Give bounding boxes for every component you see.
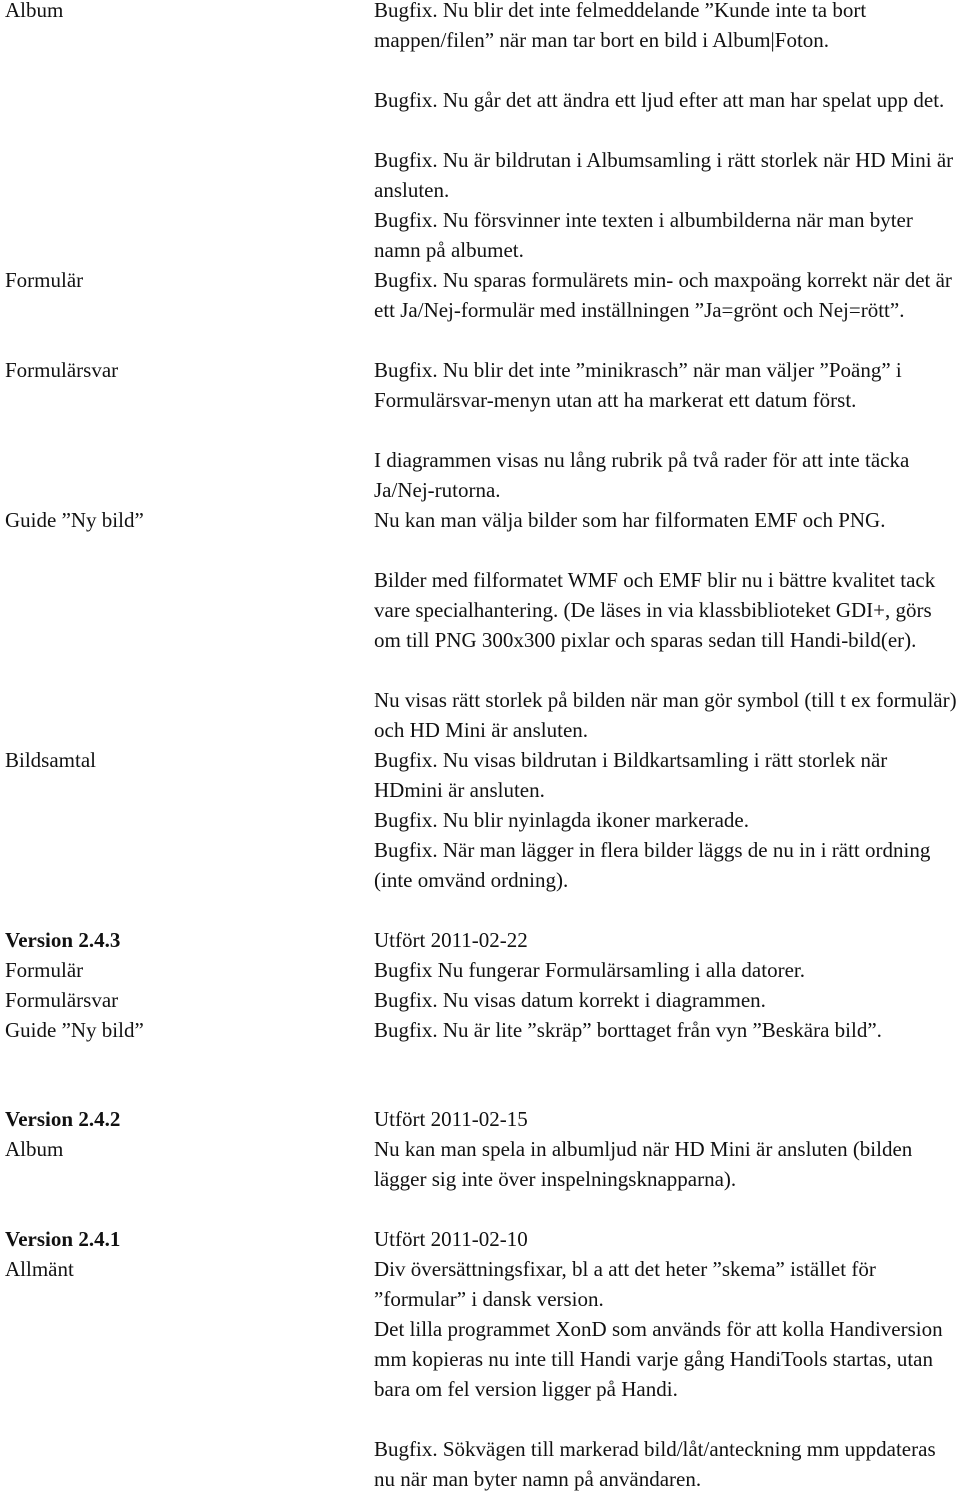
version-number: Version 2.4.2 xyxy=(5,1107,121,1131)
row-label: Album xyxy=(5,1137,64,1161)
row-text: Bugfix. Nu sparas formulärets min- och maxpoäng korrekt när det är ett Ja/Nej-formulär med inställningen ”Ja=grönt och Nej=rött”. xyxy=(374,268,952,322)
row-label: Formulärsvar xyxy=(5,358,119,382)
version-number: Version 2.4.3 xyxy=(5,928,121,952)
row-text: Bugfix. Nu blir nyinlagda ikoner markerade. xyxy=(374,808,749,832)
row-label: Bildsamtal xyxy=(5,748,96,772)
row-text: Nu kan man välja bilder som har filformaten EMF och PNG. xyxy=(374,508,886,532)
row-text: Nu kan man spela in albumljud när HD Mini är ansluten (bilden lägger sig inte över inspelningsknapparna). xyxy=(374,1137,913,1191)
row-label: Formulärsvar xyxy=(5,988,119,1012)
row-text: Bugfix. Nu är lite ”skräp” borttaget från vyn ”Beskära bild”. xyxy=(374,1018,882,1042)
version-number: Version 2.4.1 xyxy=(5,1227,121,1251)
row-label: Album xyxy=(5,0,64,22)
row-text: I diagrammen visas nu lång rubrik på två rader för att inte täcka Ja/Nej-rutorna. xyxy=(374,448,910,502)
row-label: Formulär xyxy=(5,268,84,292)
row-text: Bugfix. När man lägger in flera bilder läggs de nu in i rätt ordning (inte omvänd ordning). xyxy=(374,838,931,892)
row-text: Bugfix Nu fungerar Formulärsamling i alla datorer. xyxy=(374,958,805,982)
row-text: Bugfix. Nu visas bildrutan i Bildkartsamling i rätt storlek när HDmini är ansluten. xyxy=(374,748,888,802)
row-label: Guide ”Ny bild” xyxy=(5,508,144,532)
row-text: Div översättningsfixar, bl a att det heter ”skema” istället för ”formular” i dansk version. xyxy=(374,1257,876,1311)
row-text: Bilder med filformatet WMF och EMF blir nu i bättre kvalitet tack vare specialhantering. (De läses in via klassbiblioteket GDI+, görs om till PNG 300x300 pixlar och sparas sedan till Handi-bild(er). xyxy=(374,568,936,652)
row-text: Bugfix. Nu är bildrutan i Albumsamling i rätt storlek när HD Mini är ansluten. xyxy=(374,148,954,202)
row-label: Allmänt xyxy=(5,1257,74,1281)
row-text: Bugfix. Nu blir det inte felmeddelande ”Kunde inte ta bort mappen/filen” när man tar bort en bild i Album|Foton. xyxy=(374,0,867,52)
version-date: Utfört 2011-02-22 xyxy=(374,928,528,952)
row-text: Bugfix. Nu går det att ändra ett ljud efter att man har spelat upp det. xyxy=(374,88,945,112)
row-text: Bugfix. Nu försvinner inte texten i albumbilderna när man byter namn på albumet. xyxy=(374,208,913,262)
version-date: Utfört 2011-02-15 xyxy=(374,1107,528,1131)
row-label: Guide ”Ny bild” xyxy=(5,1018,144,1042)
row-text: Bugfix. Nu visas datum korrekt i diagrammen. xyxy=(374,988,766,1012)
row-text: Bugfix. Sökvägen till markerad bild/låt/anteckning mm uppdateras nu när man byter namn på användaren. xyxy=(374,1437,936,1491)
row-text: Det lilla programmet XonD som används för att kolla Handiversion mm kopieras nu inte till Handi varje gång HandiTools startas, utan bara om fel version ligger på Handi. xyxy=(374,1317,943,1401)
row-text: Bugfix. Nu blir det inte ”minikrasch” när man väljer ”Poäng” i Formulärsvar-menyn utan att ha markerat ett datum först. xyxy=(374,358,902,412)
version-date: Utfört 2011-02-10 xyxy=(374,1227,528,1251)
row-label: Formulär xyxy=(5,958,84,982)
row-text: Nu visas rätt storlek på bilden när man gör symbol (till t ex formulär) och HD Mini är ansluten. xyxy=(374,688,957,742)
